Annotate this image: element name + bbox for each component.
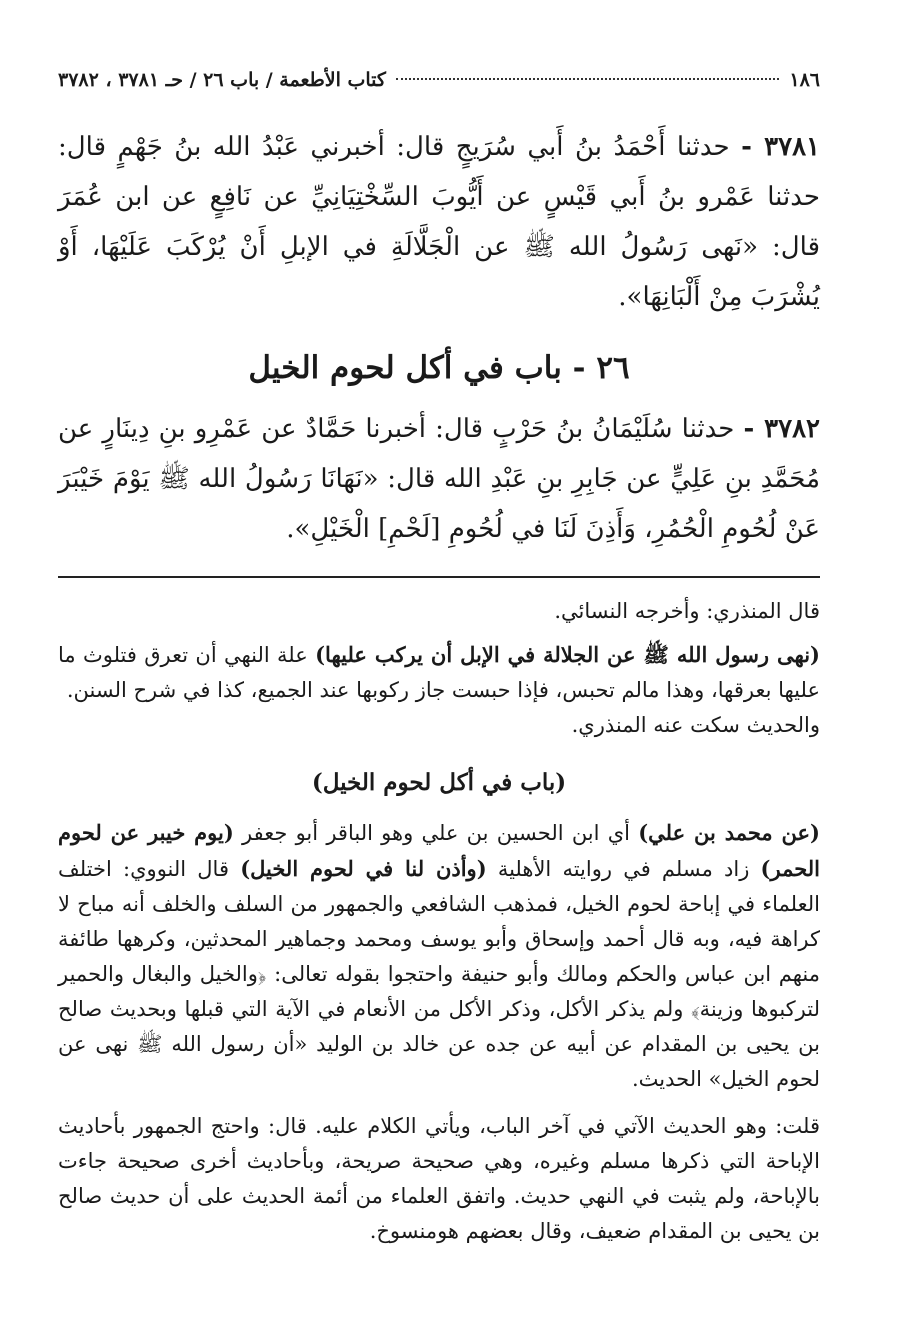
hadith-text: حدثنا سُلَيْمَانُ بنُ حَرْبٍ قال: أخبرنا حَمَّادٌ عن عَمْرِو بنِ دِينَارٍ عن مُحَمَّدِ بنِ عَلِيٍّ عن جَابِرِ بنِ عَبْدِ الله قال: «نَهَانَا رَسُولُ الله ﷺ يَوْمَ خَيْبَرَ عَنْ لُحُومِ الْحُمُرِ، وَأَذِنَ لَنَا في لُحُومِ [لَحْمِ] الْخَيْلِ». bbox=[58, 414, 820, 544]
quoted-text: (نهى رسول الله ﷺ عن الجلالة في الإبل أن يركب عليها) bbox=[315, 642, 820, 667]
header-dot-leader bbox=[396, 78, 779, 80]
commentary bbox=[58, 594, 820, 1249]
quoted-text: (عن محمد بن علي) bbox=[638, 820, 820, 845]
running-title: كتاب الأطعمة / باب ٢٦ / حـ ٣٧٨١ ، ٣٧٨٢ bbox=[58, 69, 386, 91]
quoted-text: (وأذن لنا في لحوم الخيل) bbox=[240, 856, 487, 881]
running-header bbox=[58, 66, 820, 94]
commentary-paragraph: (عن محمد بن علي) أي ابن الحسين بن علي وهو الباقر أبو جعفر (يوم خيبر عن لحوم الحمر) زاد مسلم في روايته الأهلية (وأذن لنا في لحوم الخيل) قال النووي: اختلف العلماء في إباحة لحوم الخيل، فمذهب الشافعي والجمهور من السلف والخلف أنه مباح لا كراهة فيه، وبه قال أحمد وإسحاق وأبو يوسف ومحمد وجماهير المحدثين، وكرهها طائفة منهم ابن عباس والحكم ومالك وأبو حنيفة واحتجوا بقوله تعالى: ﴿والخيل والبغال والحمير لتركبوها وزينة﴾ ولم يذكر الأكل، وذكر الأكل من الأنعام في الآية التي قبلها وبحديث صالح بن يحيى بن المقدام عن أبيه عن جده عن خالد بن الوليد «أن رسول الله ﷺ نهى عن لحوم الخيل» الحديث. bbox=[58, 820, 820, 1091]
page bbox=[58, 66, 820, 1249]
quoted-text: (يوم خيبر عن لحوم الحمر) bbox=[58, 820, 820, 881]
hadith-text: حدثنا أَحْمَدُ بنُ أَبي سُرَيجٍ قال: أخبرني عَبْدُ الله بنُ جَهْمٍ قال: حدثنا عَمْرو بنُ أَبي قَيْسٍ عن أَيُّوبَ السِّخْتِيَانِيِّ عن نَافِعٍ عن ابن عُمَرَ قال: «نَهى رَسُولُ الله ﷺ عن الْجَلَّالَةِ في الإبلِ أَنْ يُرْكَبَ عَلَيْهَا، أَوْ يُشْرَبَ مِنْ أَلْبَانِهَا». bbox=[58, 132, 820, 312]
hadith-3782 bbox=[58, 404, 820, 554]
commentary-paragraph: (نهى رسول الله ﷺ عن الجلالة في الإبل أن يركب عليها) علة النهي أن تعرق فتلوث ما عليها بعرقها، وهذا مالم تحبس، فإذا حبست جاز ركوبها عند الجميع، كذا في شرح السنن. bbox=[58, 642, 820, 702]
commentary-paragraph: والحديث سكت عنه المنذري. bbox=[571, 713, 820, 737]
page-number: ١٨٦ bbox=[789, 69, 820, 91]
hadith-number: ٣٧٨١ - bbox=[741, 132, 820, 162]
hadith-number: ٣٧٨٢ - bbox=[743, 414, 820, 444]
commentary-paragraph: قلت: وهو الحديث الآتي في آخر الباب، ويأتي الكلام عليه. قال: واحتج الجمهور بأحاديث الإباحة التي ذكرها مسلم وغيره، وهي صحيحة صريحة، وبأحاديث أخرى صحيحة جاءت بالإباحة، ولم يثبت في النهي حديث. واتفق العلماء من أئمة الحديث على أن حديث صالح بن يحيى بن المقدام ضعيف، وقال بعضهم هومنسوخ. bbox=[58, 1114, 820, 1243]
divider bbox=[58, 576, 820, 578]
chapter-title: ٢٦ - باب في أكل لحوم الخيل bbox=[248, 350, 630, 386]
commentary-section-title: (باب في أكل لحوم الخيل) bbox=[311, 769, 567, 796]
commentary-paragraph: قال المنذري: وأخرجه النسائي. bbox=[554, 599, 820, 623]
hadith-3781 bbox=[58, 122, 820, 322]
